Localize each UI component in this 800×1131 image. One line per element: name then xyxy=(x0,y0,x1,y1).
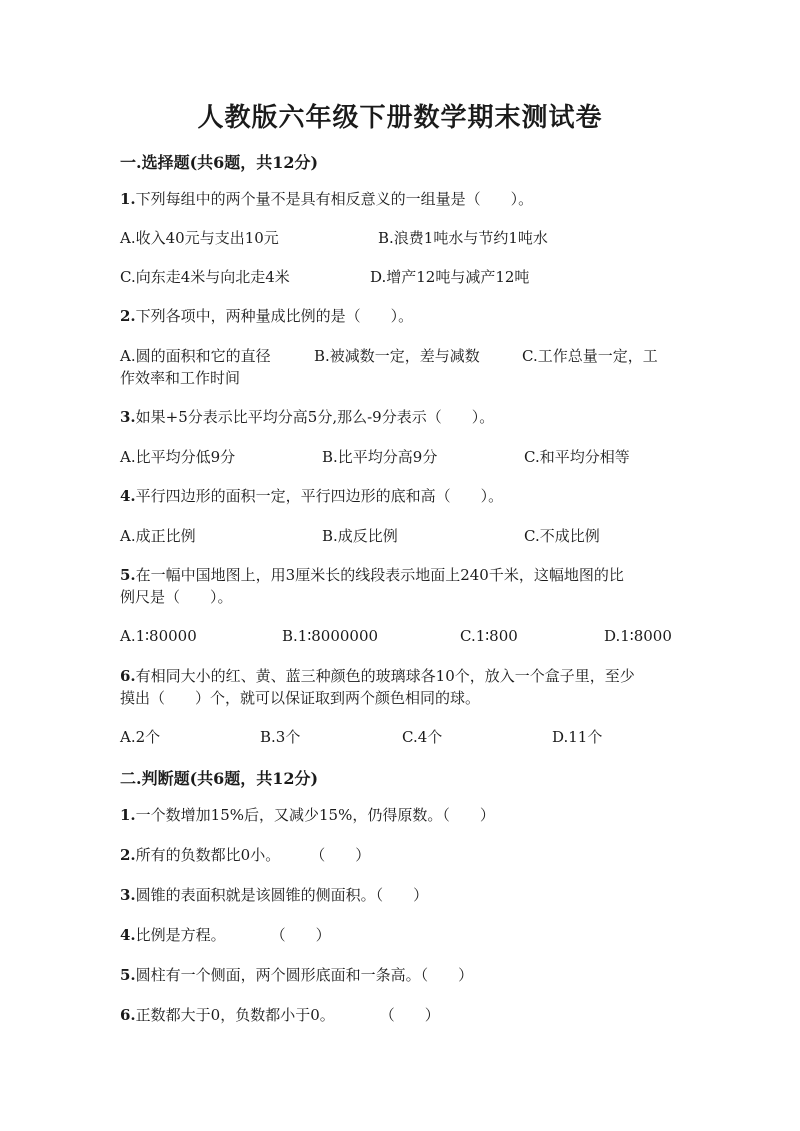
page-title: 人教版六年级下册数学期末测试卷 xyxy=(197,103,603,133)
question-text: 下列每组中的两个量不是具有相反意义的一组量是（ ）。 xyxy=(135,190,534,208)
question-number: 4. xyxy=(120,487,136,505)
question-number: 3. xyxy=(120,886,136,904)
question-text: 平行四边形的面积一定，平行四边形的底和高（ ）。 xyxy=(135,487,504,505)
option-b: B.1∶8000000 xyxy=(282,627,379,645)
option-a: A.比平均分低9分 xyxy=(120,448,236,466)
question-3 xyxy=(120,406,680,428)
question-text: 正数都大于0，负数都小于0。 （ ） xyxy=(135,1006,440,1024)
option-d: D.增产12吨与减产12吨 xyxy=(370,268,530,286)
option-b: B.比平均分高9分 xyxy=(322,448,438,466)
question-text: 圆柱有一个侧面，两个圆形底面和一条高。（ ） xyxy=(135,966,474,984)
judge-question-4 xyxy=(120,924,680,946)
question-text: 圆锥的表面积就是该圆锥的侧面积。（ ） xyxy=(135,886,429,904)
section-heading-choice: 一.选择题(共6题，共12分) xyxy=(120,153,319,172)
question-number: 1. xyxy=(120,806,136,824)
question-number: 6. xyxy=(120,1006,136,1024)
question-number: 5. xyxy=(120,566,136,584)
judge-question-5 xyxy=(120,964,680,986)
question-number: 2. xyxy=(120,846,136,864)
option-a: A.1∶80000 xyxy=(120,627,197,645)
judge-question-6 xyxy=(120,1004,680,1026)
option-c: C.4个 xyxy=(402,728,443,746)
section-heading-judge: 二.判断题(共6题，共12分) xyxy=(120,769,319,788)
option-d: D.1∶8000 xyxy=(604,627,672,645)
question-text: 下列各项中，两种量成比例的是（ ）。 xyxy=(135,307,414,325)
option-c: C.1∶800 xyxy=(460,627,518,645)
option-a: A.圆的面积和它的直径 xyxy=(120,347,271,365)
option-a: A.成正比例 xyxy=(120,527,196,545)
option-c-continued: 作效率和工作时间 xyxy=(120,369,241,387)
question-text: 如果+5分表示比平均分高5分,那么-9分表示（ ）。 xyxy=(135,408,495,426)
option-d: D.11个 xyxy=(552,728,603,746)
option-c: C.向东走4米与向北走4米 xyxy=(120,268,290,286)
question-number: 2. xyxy=(120,307,136,325)
option-b: B.浪费1吨水与节约1吨水 xyxy=(378,229,548,247)
question-number: 3. xyxy=(120,408,136,426)
option-c: C.不成比例 xyxy=(524,527,600,545)
judge-question-3 xyxy=(120,884,680,906)
question-number: 6. xyxy=(120,667,136,685)
judge-question-2 xyxy=(120,844,680,866)
question-4 xyxy=(120,485,680,507)
question-5-continued: 例尺是（ ）。 xyxy=(120,588,233,606)
question-1 xyxy=(120,188,680,210)
question-number: 1. xyxy=(120,190,136,208)
question-text: 比例是方程。 （ ） xyxy=(135,926,331,944)
option-c: C.和平均分相等 xyxy=(524,448,630,466)
question-text: 所有的负数都比0小。 （ ） xyxy=(135,846,371,864)
question-number: 4. xyxy=(120,926,136,944)
question-text: 有相同大小的红、黄、蓝三种颜色的玻璃球各10个，放入一个盒子里，至少 xyxy=(135,667,635,685)
question-number: 5. xyxy=(120,966,136,984)
option-c: C.工作总量一定，工 xyxy=(522,347,658,365)
option-a: A.收入40元与支出10元 xyxy=(120,229,279,247)
judge-question-1 xyxy=(120,804,680,826)
option-a: A.2个 xyxy=(120,728,161,746)
question-6 xyxy=(120,665,680,687)
question-5 xyxy=(120,564,680,586)
option-b: B.成反比例 xyxy=(322,527,398,545)
question-2 xyxy=(120,305,680,327)
question-text: 一个数增加15%后，又减少15%，仍得原数。（ ） xyxy=(135,806,495,824)
option-b: B.被减数一定，差与减数 xyxy=(314,347,480,365)
option-b: B.3个 xyxy=(260,728,301,746)
question-text: 在一幅中国地图上，用3厘米长的线段表示地面上240千米，这幅地图的比 xyxy=(135,566,624,584)
question-6-continued: 摸出（ ）个，就可以保证取到两个颜色相同的球。 xyxy=(120,689,481,707)
